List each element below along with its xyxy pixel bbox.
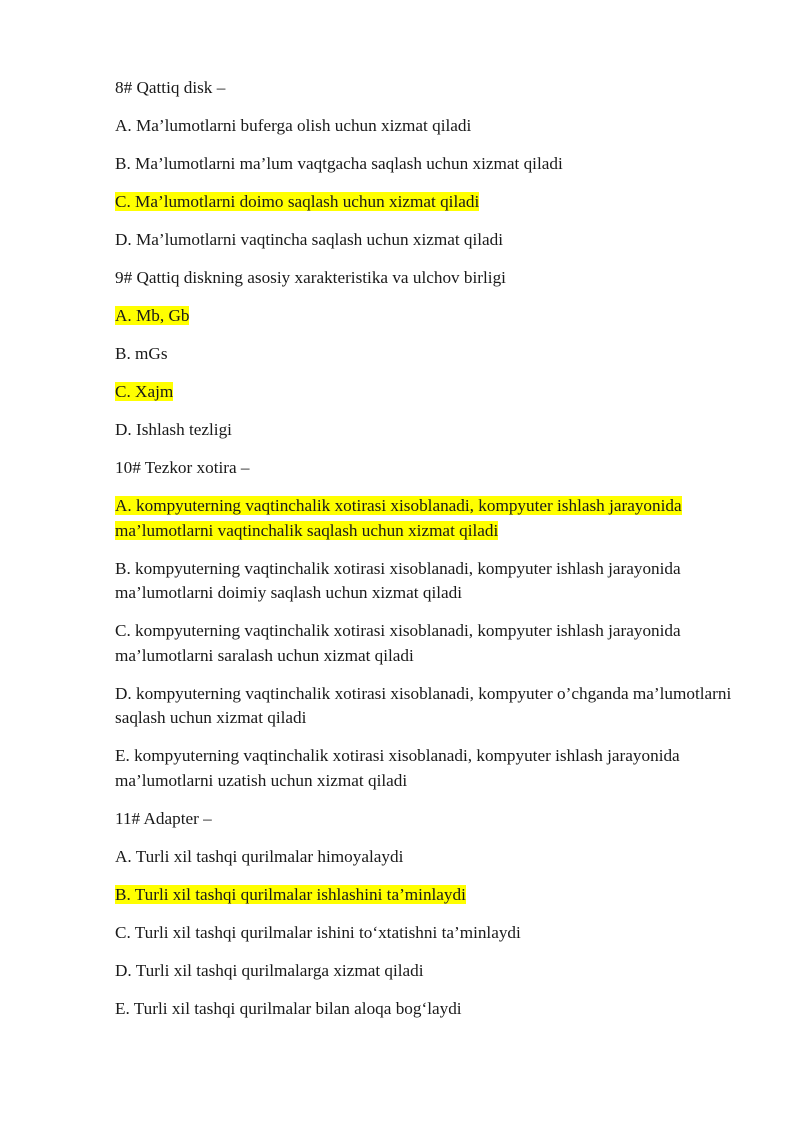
question-11-option-d: D. Turli xil tashqi qurilmalarga xizmat qiladi [115, 960, 424, 980]
question-11-title: 11# Adapter – [115, 808, 212, 828]
question-9-option-a: A. Mb, Gb [115, 306, 190, 325]
question-8-option-d: D. Ma’lumotlarni vaqtincha saqlash uchun xizmat qiladi [115, 230, 504, 249]
question-9-option-b: B. mGs [115, 344, 168, 363]
question-10-option-d: D. kompyuterning vaqtinchalik xotirasi xisoblanadi, kompyuter o’chganda ma’lumotlarni saqlash uchun xizmat qiladi [115, 683, 732, 727]
question-10-option-a: A. kompyuterning vaqtinchalik xotirasi xisoblanadi, kompyuter ishlash jarayonida ma’lumotlarni vaqtinchalik saqlash uchun xizmat qiladi [115, 496, 682, 540]
question-10-title: 10# Tezkor xotira – [115, 458, 250, 477]
question-8-option-b: B. Ma’lumotlarni ma’lum vaqtgacha saqlash uchun xizmat qiladi [115, 154, 563, 173]
question-11-option-b: B. Turli xil tashqi qurilmalar ishlashini ta’minlaydi [115, 884, 466, 904]
question-10-option-e: E. kompyuterning vaqtinchalik xotirasi xisoblanadi, kompyuter ishlash jarayonida ma’lumotlarni uzatish uchun xizmat qiladi [115, 746, 680, 790]
question-8-title: 8# Qattiq disk – [115, 78, 226, 97]
document-body [115, 76, 745, 1035]
question-8-option-c: C. Ma’lumotlarni doimo saqlash uchun xizmat qiladi [115, 192, 480, 211]
question-8-option-a: A. Ma’lumotlarni buferga olish uchun xizmat qiladi [115, 116, 472, 135]
question-10-option-c: C. kompyuterning vaqtinchalik xotirasi xisoblanadi, kompyuter ishlash jarayonida ma’lumotlarni saralash uchun xizmat qiladi [115, 621, 681, 665]
question-9-option-d: D. Ishlash tezligi [115, 420, 232, 439]
question-9-option-c: C. Xajm [115, 382, 174, 401]
question-10-option-b: B. kompyuterning vaqtinchalik xotirasi xisoblanadi, kompyuter ishlash jarayonida ma’lumotlarni doimiy saqlash uchun xizmat qiladi [115, 558, 681, 602]
question-9-title: 9# Qattiq diskning asosiy xarakteristika va ulchov birligi [115, 268, 506, 287]
question-11-option-a: A. Turli xil tashqi qurilmalar himoyalaydi [115, 846, 404, 866]
question-11-option-c: C. Turli xil tashqi qurilmalar ishini to‘xtatishni ta’minlaydi [115, 922, 521, 942]
question-11-option-e: E. Turli xil tashqi qurilmalar bilan aloqa bog‘laydi [115, 998, 462, 1018]
